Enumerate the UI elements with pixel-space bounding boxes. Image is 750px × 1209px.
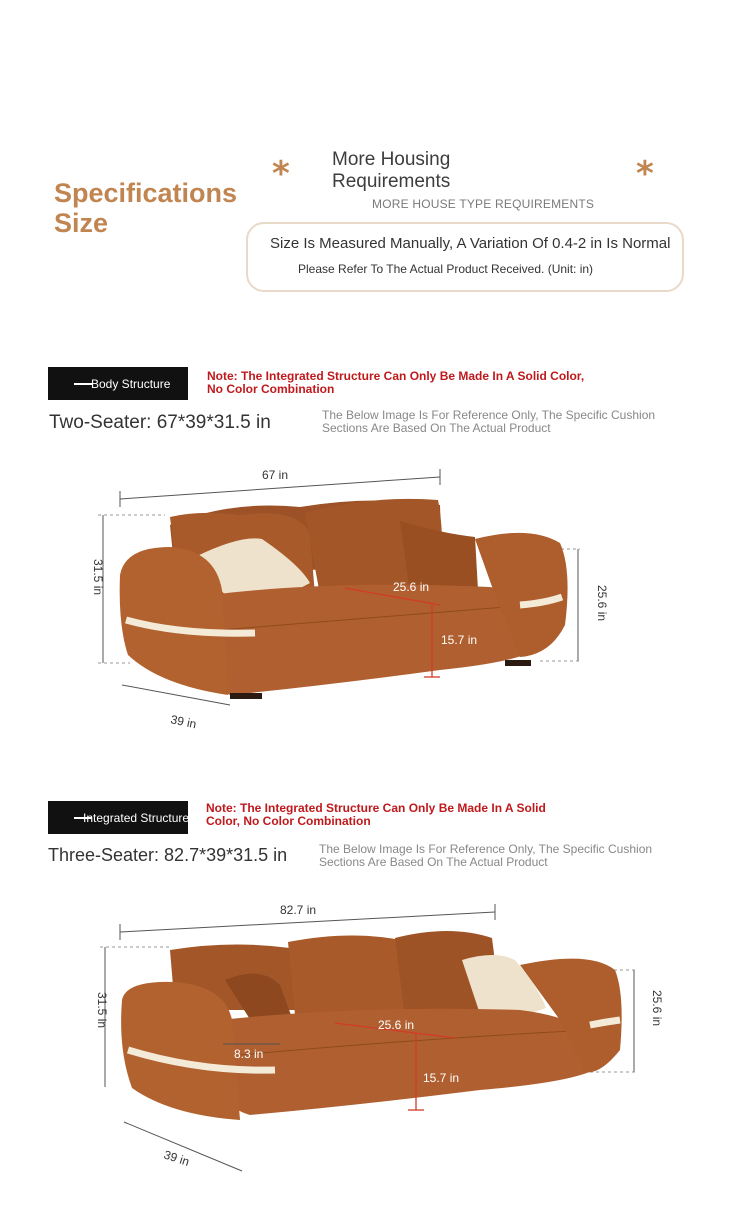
color-note-line1: Note: The Integrated Structure Can Only Be Made In A Solid Color, — [207, 369, 585, 383]
badge-dash — [74, 383, 92, 385]
width-label: 82.7 in — [280, 903, 317, 917]
badge-label: Body Structure — [91, 377, 171, 391]
reference-note-line1: The Below Image Is For Reference Only, The Specific Cushion — [322, 408, 656, 422]
arm-height-label: 25.6 in — [650, 990, 664, 1027]
model-title: Three-Seater: 82.7*39*31.5 in — [48, 845, 288, 865]
more-title-line2: Requirements — [332, 171, 451, 192]
color-note-line2: Color, No Color Combination — [206, 814, 371, 828]
reference-note-line1: The Below Image Is For Reference Only, The Specific Cushion — [319, 842, 653, 856]
more-housing-title — [332, 149, 592, 193]
height-label: 31.5 in — [91, 559, 105, 596]
depth-label: 39 in — [162, 1147, 192, 1169]
seat-depth-label: 25.6 in — [378, 1018, 415, 1032]
two-seater-sofa-diagram — [0, 455, 750, 755]
color-note-line1: Note: The Integrated Structure Can Only Be Made In A Solid — [206, 801, 546, 815]
section-badge-body-structure — [48, 367, 188, 400]
badge-label: Integrated Structure — [83, 811, 190, 825]
arm-width-label: 8.3 in — [234, 1047, 264, 1061]
seat-height-label: 15.7 in — [441, 633, 478, 647]
measurement-note-line1: Size Is Measured Manually, A Variation Of 0.4-2 in Is Normal — [270, 235, 671, 252]
more-housing-subtitle: MORE HOUSE TYPE REQUIREMENTS — [372, 197, 595, 211]
section-badge-integrated-structure — [48, 801, 188, 834]
color-note — [207, 370, 584, 396]
reference-note — [319, 843, 652, 869]
depth-label: 39 in — [169, 712, 198, 732]
measurement-note-box — [246, 222, 684, 292]
reference-note — [322, 409, 655, 435]
height-label: 31.5 in — [95, 992, 109, 1029]
spec-title-line2: Size — [54, 208, 109, 238]
color-note-line2: No Color Combination — [207, 382, 335, 396]
three-seater-sofa-diagram — [0, 890, 750, 1190]
width-label: 67 in — [262, 468, 289, 482]
color-note — [206, 802, 546, 828]
two-seater-sofa-illustration — [120, 499, 568, 699]
more-title-line1: More Housing — [332, 149, 451, 170]
measurement-note-line2: Please Refer To The Actual Product Received. (Unit: in) — [298, 262, 594, 276]
model-title: Two-Seater: 67*39*31.5 in — [49, 412, 271, 433]
reference-note-line2: Sections Are Based On The Actual Product — [319, 855, 548, 869]
spec-title — [54, 178, 237, 238]
star-right-icon: * — [636, 154, 654, 194]
spec-title-line1: Specifications — [54, 178, 238, 208]
arm-height-label: 25.6 in — [595, 585, 609, 622]
star-left-icon: * — [272, 154, 290, 194]
reference-note-line2: Sections Are Based On The Actual Product — [322, 421, 551, 435]
three-seater-sofa-illustration — [121, 931, 622, 1120]
seat-depth-label: 25.6 in — [393, 580, 430, 594]
seat-height-label: 15.7 in — [423, 1071, 460, 1085]
